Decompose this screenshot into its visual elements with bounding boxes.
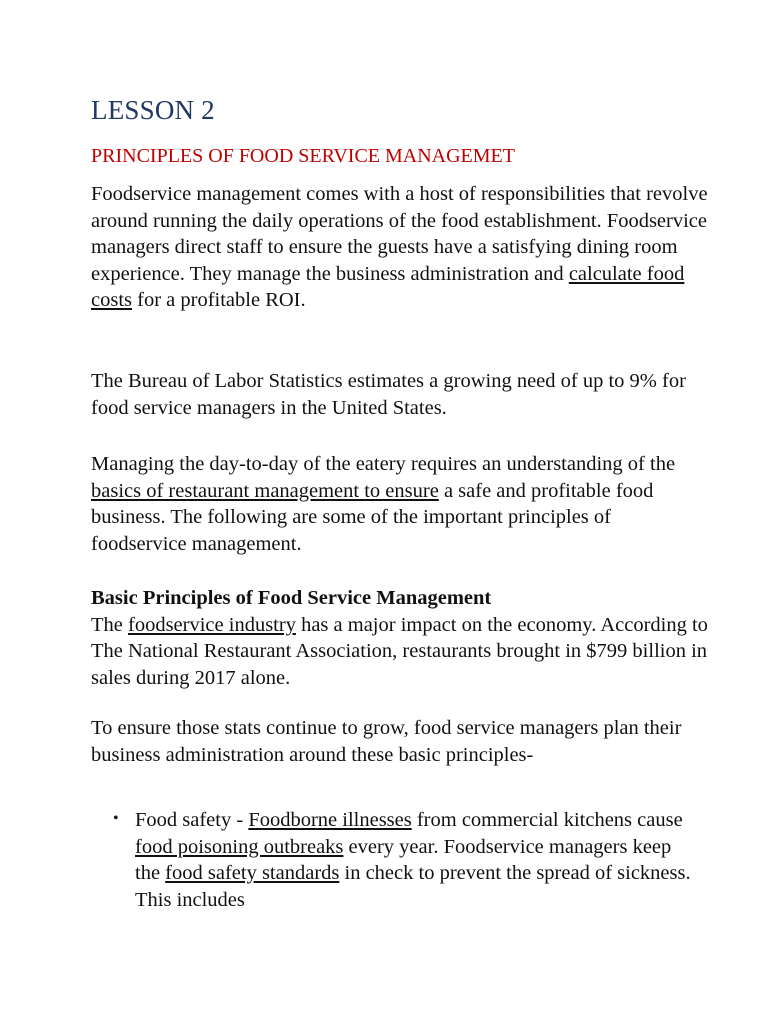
section-title: PRINCIPLES OF FOOD SERVICE MANAGEMET (91, 145, 515, 167)
paragraph-intro (91, 181, 711, 314)
paragraph-text: Foodservice management comes with a host of responsibilities that revolve around running the daily operations of the food establishment. Foodservice managers direct staff to ensure the guests have a satisfying dining room experience. They manage the business administration and (91, 183, 708, 285)
link-food-poisoning-outbreaks[interactable]: food poisoning outbreaks (135, 835, 344, 858)
list-item-food-safety (135, 807, 695, 913)
paragraph-text: Managing the day-to-day of the eatery requires an understanding of the (91, 453, 676, 475)
link-food-safety-standards[interactable]: food safety standards (165, 862, 340, 884)
paragraph-managing (91, 451, 711, 557)
list-item-text: Food safety - (135, 809, 249, 831)
link-foodservice-industry[interactable]: foodservice industry (128, 613, 296, 636)
list-item-text: from commercial kitchens cause (411, 809, 683, 831)
paragraph-text: for a profitable ROI. (132, 289, 306, 311)
link-foodborne-illnesses[interactable]: Foodborne illnesses (248, 809, 412, 831)
lesson-title: LESSON 2 (91, 95, 215, 125)
link-restaurant-management-basics[interactable]: basics of restaurant management to ensure (91, 479, 439, 502)
paragraph-basic-principles (91, 585, 711, 691)
paragraph-stats: To ensure those stats continue to grow, food service managers plan their business administration around these basic principles- (91, 717, 682, 766)
link-calculate-food-costs[interactable]: calculate food costs (91, 262, 685, 311)
list-item-text: every year. Foodservice managers keep the (135, 835, 672, 884)
paragraph-text: a safe and profitable food business. The following are some of the important principles of foodservice management. (91, 479, 654, 555)
paragraph-bls: The Bureau of Labor Statistics estimates a growing need of up to 9% for food service managers in the United States. (91, 370, 686, 419)
subsection-heading: Basic Principles of Food Service Management (91, 587, 492, 609)
list-item-text: in check to prevent the spread of sickness. This includes (135, 862, 691, 911)
bullet-icon: • (113, 810, 119, 827)
paragraph-text: The (91, 613, 128, 636)
paragraph-text: has a major impact on the economy. According to The National Restaurant Association, restaurants brought in $799 billion in sales during 2017 alone. (91, 613, 708, 689)
